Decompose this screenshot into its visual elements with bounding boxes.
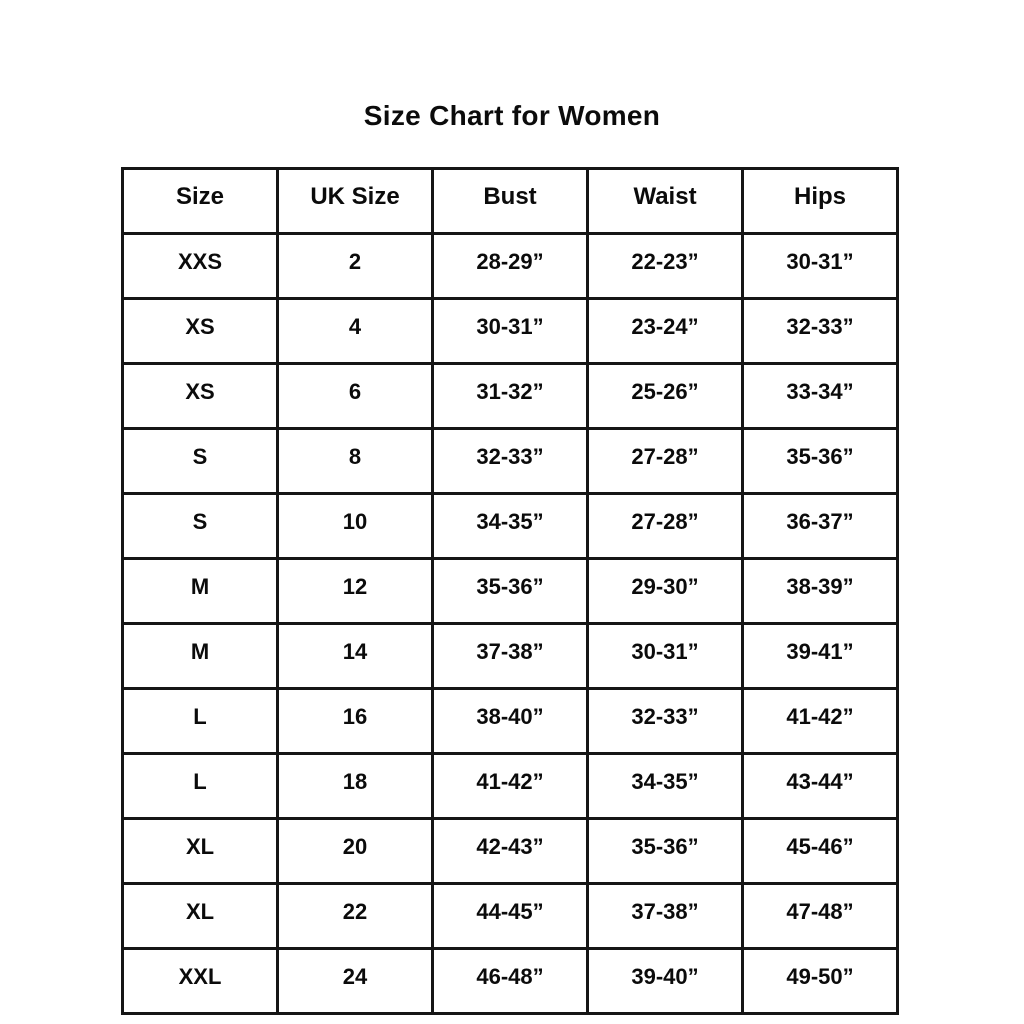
cell-uk-size: 10 bbox=[278, 494, 433, 559]
column-header-uk-size: UK Size bbox=[278, 169, 433, 234]
cell-waist: 39-40” bbox=[588, 949, 743, 1014]
cell-waist: 35-36” bbox=[588, 819, 743, 884]
cell-size: L bbox=[123, 689, 278, 754]
table-row bbox=[123, 689, 898, 754]
cell-size: XS bbox=[123, 299, 278, 364]
cell-hips: 43-44” bbox=[743, 754, 898, 819]
table-row bbox=[123, 559, 898, 624]
cell-hips: 39-41” bbox=[743, 624, 898, 689]
cell-hips: 49-50” bbox=[743, 949, 898, 1014]
cell-bust: 32-33” bbox=[433, 429, 588, 494]
column-header-hips: Hips bbox=[743, 169, 898, 234]
cell-hips: 41-42” bbox=[743, 689, 898, 754]
column-header-waist: Waist bbox=[588, 169, 743, 234]
cell-size: XS bbox=[123, 364, 278, 429]
cell-bust: 30-31” bbox=[433, 299, 588, 364]
cell-hips: 47-48” bbox=[743, 884, 898, 949]
cell-size: L bbox=[123, 754, 278, 819]
cell-bust: 41-42” bbox=[433, 754, 588, 819]
table-row bbox=[123, 299, 898, 364]
table-row bbox=[123, 754, 898, 819]
cell-waist: 25-26” bbox=[588, 364, 743, 429]
column-header-size: Size bbox=[123, 169, 278, 234]
cell-uk-size: 12 bbox=[278, 559, 433, 624]
cell-hips: 33-34” bbox=[743, 364, 898, 429]
cell-size: XXL bbox=[123, 949, 278, 1014]
cell-hips: 30-31” bbox=[743, 234, 898, 299]
column-header-bust: Bust bbox=[433, 169, 588, 234]
cell-waist: 27-28” bbox=[588, 494, 743, 559]
table-row bbox=[123, 884, 898, 949]
table-row bbox=[123, 819, 898, 884]
cell-uk-size: 8 bbox=[278, 429, 433, 494]
cell-bust: 42-43” bbox=[433, 819, 588, 884]
cell-uk-size: 22 bbox=[278, 884, 433, 949]
cell-uk-size: 14 bbox=[278, 624, 433, 689]
size-chart-table bbox=[121, 167, 899, 1015]
cell-waist: 22-23” bbox=[588, 234, 743, 299]
cell-size: XXS bbox=[123, 234, 278, 299]
cell-bust: 38-40” bbox=[433, 689, 588, 754]
page-title: Size Chart for Women bbox=[363, 100, 661, 131]
table-row bbox=[123, 234, 898, 299]
cell-bust: 34-35” bbox=[433, 494, 588, 559]
cell-uk-size: 24 bbox=[278, 949, 433, 1014]
cell-bust: 35-36” bbox=[433, 559, 588, 624]
table-row bbox=[123, 494, 898, 559]
cell-hips: 35-36” bbox=[743, 429, 898, 494]
cell-waist: 32-33” bbox=[588, 689, 743, 754]
cell-uk-size: 2 bbox=[278, 234, 433, 299]
cell-waist: 34-35” bbox=[588, 754, 743, 819]
cell-waist: 27-28” bbox=[588, 429, 743, 494]
cell-bust: 31-32” bbox=[433, 364, 588, 429]
table-row bbox=[123, 429, 898, 494]
cell-size: M bbox=[123, 624, 278, 689]
cell-uk-size: 16 bbox=[278, 689, 433, 754]
cell-hips: 45-46” bbox=[743, 819, 898, 884]
cell-size: XL bbox=[123, 884, 278, 949]
cell-hips: 36-37” bbox=[743, 494, 898, 559]
cell-bust: 46-48” bbox=[433, 949, 588, 1014]
cell-uk-size: 20 bbox=[278, 819, 433, 884]
cell-size: S bbox=[123, 429, 278, 494]
header-row bbox=[123, 169, 898, 234]
cell-bust: 28-29” bbox=[433, 234, 588, 299]
cell-waist: 23-24” bbox=[588, 299, 743, 364]
cell-waist: 29-30” bbox=[588, 559, 743, 624]
table-row bbox=[123, 364, 898, 429]
table-row bbox=[123, 949, 898, 1014]
table-body bbox=[123, 234, 898, 1014]
cell-size: XL bbox=[123, 819, 278, 884]
cell-waist: 37-38” bbox=[588, 884, 743, 949]
cell-bust: 44-45” bbox=[433, 884, 588, 949]
cell-uk-size: 18 bbox=[278, 754, 433, 819]
cell-size: S bbox=[123, 494, 278, 559]
cell-waist: 30-31” bbox=[588, 624, 743, 689]
cell-hips: 38-39” bbox=[743, 559, 898, 624]
cell-uk-size: 4 bbox=[278, 299, 433, 364]
cell-hips: 32-33” bbox=[743, 299, 898, 364]
cell-uk-size: 6 bbox=[278, 364, 433, 429]
cell-size: M bbox=[123, 559, 278, 624]
table-header bbox=[123, 169, 898, 234]
table-row bbox=[123, 624, 898, 689]
cell-bust: 37-38” bbox=[433, 624, 588, 689]
